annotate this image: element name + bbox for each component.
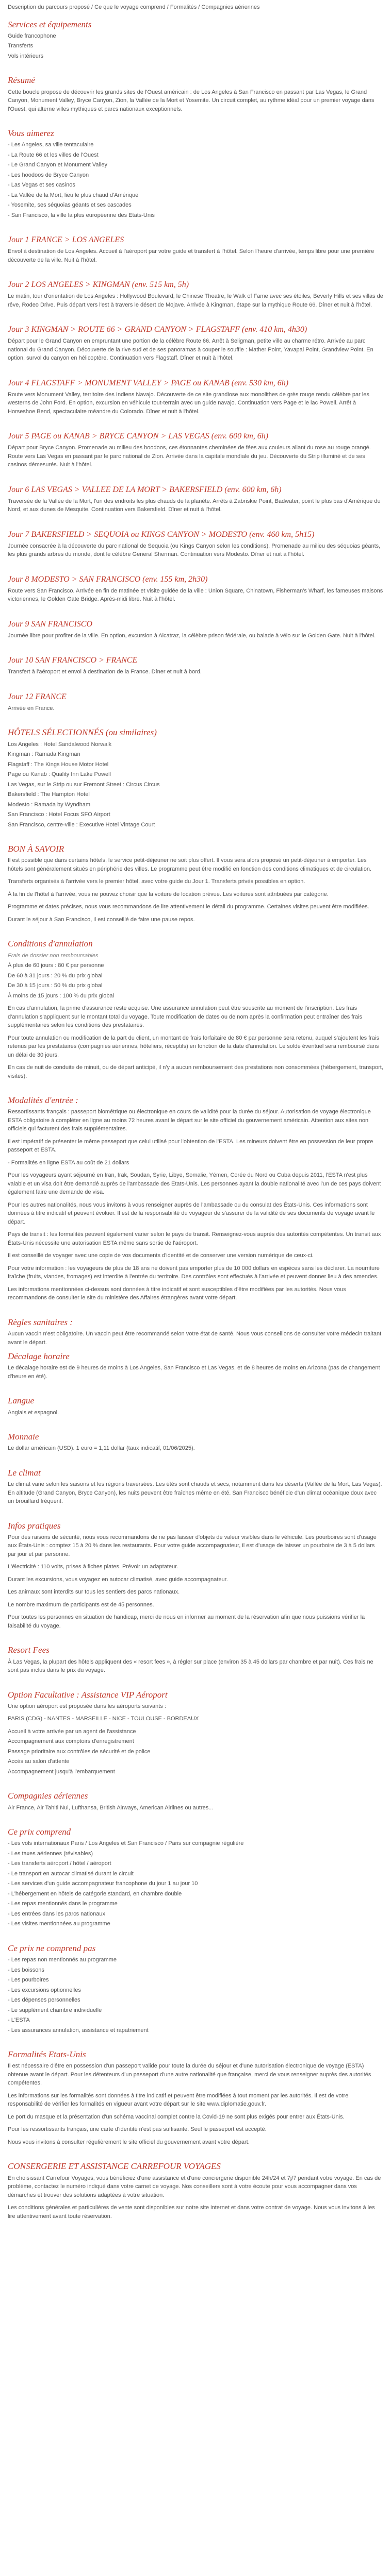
infos-pratiques-title: Infos pratiques xyxy=(8,1520,61,1531)
list-item: - Les repas non mentionnés au programme xyxy=(8,1957,117,1963)
option-facultative-text: PARIS (CDG) - NANTES - MARSEILLE - NICE - TOULOUSE - BORDEAUX xyxy=(8,1716,199,1722)
list-item: Kingman : Ramada Kingman xyxy=(8,751,80,757)
bon-a-savoir-section xyxy=(8,843,383,924)
vous-aimerez-section xyxy=(8,128,383,219)
infos-pratiques-text: Les animaux sont interdits sur tous les sentiers des parcs nationaux. xyxy=(8,1589,180,1596)
list-item: - San Francisco, la ville la plus européenne des Etats-Unis xyxy=(8,212,155,218)
day-text: Départ pour le Grand Canyon en empruntant une portion de la célèbre Route 66. Arrêt à Seligman, petite ville au charme rétro. Arrivée au parc national du Grand Canyon. Découverte de la rive sud et de ses panoramas à couper le souffle : Mather Point, Yavapai Point, Grandview Point. En option, survol du canyon en hélicoptère. Continuation vers Flagstaff. Dîner et nuit à l'hôtel. xyxy=(8,338,373,362)
infos-pratiques-text: Pour toutes les personnes en situation de handicap, merci de nous en informer au moment de la réservation afin que nous puissions vérifier la faisabilité du voyage. xyxy=(8,1614,365,1629)
formalites-text: Nous vous invitons à consulter régulièrement le site officiel du gouvernement avant votre départ. xyxy=(8,2139,250,2145)
day-10 xyxy=(8,654,383,676)
list-item: Vols intérieurs xyxy=(8,53,44,59)
day-title: Jour 5 PAGE ou KANAB > BRYCE CANYON > LAS VEGAS (env. 600 km, 6h) xyxy=(8,432,269,441)
day-title: Jour 1 FRANCE > LOS ANGELES xyxy=(8,235,124,245)
resume-section xyxy=(8,75,383,113)
list-item: - Le Grand Canyon et Monument Valley xyxy=(8,162,108,168)
bon-a-savoir-text: Programme et dates précises, nous vous recommandons de lire attentivement le détail du programme. Certaines visites peuvent être modifiées. xyxy=(8,904,369,910)
modalites-text: Les informations mentionnées ci-dessus sont données à titre indicatif et sont susceptibles d'être modifiées par les autorités. Nous vous recommandons de consulter le site du ministère des Affaires étrangères avant votre départ. xyxy=(8,1286,346,1301)
list-item: - Les transferts aéroport / hôtel / aéroport xyxy=(8,1860,111,1867)
monnaie-text: Le dollar américain (USD). 1 euro = 1,11 dollar (taux indicatif, 01/06/2025). xyxy=(8,1445,195,1452)
comprend-section xyxy=(8,1826,383,1928)
list-item: Flagstaff : The Kings House Motor Hotel xyxy=(8,761,109,768)
regles-sanitaires-text: Aucun vaccin n'est obligatoire. Un vaccin peut être recommandé selon votre état de santé. Nous vous conseillons de consulter votre médecin traitant avant le départ. xyxy=(8,1331,382,1346)
day-4 xyxy=(8,377,383,416)
list-item: Modesto : Ramada by Wyndham xyxy=(8,801,91,808)
infos-pratiques-text: L'électricité : 110 volts, prises à fiches plates. Prévoir un adaptateur. xyxy=(8,1564,178,1570)
ne-comprend-pas-title: Ce prix ne comprend pas xyxy=(8,1943,96,1953)
infos-pratiques-text: Durant les excursions, vous voyagez en autocar climatisé, avec guide accompagnateur. xyxy=(8,1576,228,1583)
assurance-section xyxy=(8,2161,383,2221)
vous-aimerez-list xyxy=(8,141,383,219)
decalage-horaire-text: Le décalage horaire est de 9 heures de moins à Los Angeles, San Francisco et Las Vegas, et de 8 heures de moins en Arizona (pas de changement d'heure en été). xyxy=(8,1365,380,1380)
list-item: À plus de 60 jours : 80 € par personne xyxy=(8,962,104,969)
list-item: - Les Angeles, sa ville tentaculaire xyxy=(8,142,94,148)
list-item: - Les dépenses personnelles xyxy=(8,1997,80,2003)
day-title: Jour 2 LOS ANGELES > KINGMAN (env. 515 km, 5h) xyxy=(8,280,189,290)
infos-pratiques-section xyxy=(8,1520,383,1631)
day-title: Jour 6 LAS VEGAS > VALLEE DE LA MORT > BAKERSFIELD (env. 600 km, 6h) xyxy=(8,485,282,494)
list-item: À moins de 15 jours : 100 % du prix global xyxy=(8,992,115,999)
list-item: - Les taxes aériennes (révisables) xyxy=(8,1850,93,1857)
services-section xyxy=(8,19,383,61)
list-item: Accès au salon d'attente xyxy=(8,1758,70,1765)
modalites-text: Il est conseillé de voyager avec une copie de vos documents d'identité et de conserver une version numérique de ceux-ci. xyxy=(8,1252,314,1259)
day-6 xyxy=(8,484,383,514)
resort-fees-section xyxy=(8,1645,383,1674)
modalites-text: Ressortissants français : passeport biométrique ou électronique en cours de validité pour la durée du séjour. Autorisation de voyage électronique ESTA obligatoire à compléter en ligne au moins 72 heures avant le départ sur le site officiel du gouvernement américain. Attention aux sites non officiels qui facturent des frais supplémentaires. xyxy=(8,1109,371,1132)
formalites-text: Il est nécessaire d'être en possession d'un passeport valide pour toute la durée du séjour et d'une autorisation électronique de voyage (ESTA) obtenue avant le départ. Pour les détenteurs d'un passeport d'une autre nationalité que française, merci de vous renseigner auprès des autorités compétentes. xyxy=(8,2063,371,2087)
day-2 xyxy=(8,279,383,309)
conditions-text: En cas de nuit de conduite de minuit, ou de départ anticipé, il n'y a aucun remboursement des prestations non consommées (hébergement, transport, visites). xyxy=(8,1064,383,1079)
day-text: Le matin, tour d'orientation de Los Angeles : Hollywood Boulevard, le Chinese Theatre, le Walk of Fame avec ses étoiles, Beverly Hills et ses villas de rêve, Rodeo Drive. Puis départ vers l'est à travers le désert de Mojave. Arrivée à Kingman, étape sur la mythique Route 66. Dîner et nuit à l'hôtel. xyxy=(8,293,383,308)
list-item: San Francisco, centre-ville : Executive Hotel Vintage Court xyxy=(8,821,155,828)
option-facultative-title: Option Facultative : Assistance VIP Aéroport xyxy=(8,1689,168,1700)
vous-aimerez-title: Vous aimerez xyxy=(8,128,54,138)
list-item: - Las Vegas et ses casinos xyxy=(8,182,75,189)
resume-title: Résumé xyxy=(8,75,35,86)
modalites-title: Modalités d'entrée : xyxy=(8,1095,78,1105)
hotels-title: HÔTELS SÉLECTIONNÉS (ou similaires) xyxy=(8,727,157,738)
day-text: Journée consacrée à la découverte du parc national de Sequoia (ou Kings Canyon selon les conditions). Promenade au milieu des séquoias géants, les plus grands arbres du monde, dont le célèbre General Sherman. Continuation vers Modesto. Dîner et nuit à l'hôtel. xyxy=(8,543,381,558)
bon-a-savoir-text: Transferts organisés à l'arrivée vers le premier hôtel, avec votre guide du Jour 1. Transferts privés possibles en option. xyxy=(8,878,305,885)
compagnies-text: Air France, Air Tahiti Nui, Lufthansa, British Airways, American Airlines ou autres... xyxy=(8,1804,214,1811)
conditions-text: Pour toute annulation ou modification de la part du client, un montant de frais forfaitaire de 80 € par personne sera retenu, auquel s'ajoutent les frais retenus par les prestataires (compagnies aériennes, hôteliers, réceptifs) en fonction de la date d'annulation. Le solde éventuel sera remboursé dans un délai de 30 jours. xyxy=(8,1035,379,1058)
list-item: - Les visites mentionnées au programme xyxy=(8,1921,110,1927)
resume-text: Cette boucle propose de découvrir les grands sites de l'Ouest américain : de Los Angeles à San Francisco en passant par Las Vegas, le Grand Canyon, Monument Valley, Bryce Canyon, Zion, la Vallée de la Mort et Yosemite. Un circuit complet, au rythme idéal pour un premier voyage dans l'Ouest, qui alterne villes mythiques et parcs nationaux exceptionnels. xyxy=(8,89,374,112)
list-item: - Les repas mentionnés dans le programme xyxy=(8,1901,118,1907)
list-item: - Le transport en autocar climatisé durant le circuit xyxy=(8,1870,134,1877)
day-text: Journée libre pour profiter de la ville. En option, excursion à Alcatraz, la célèbre prison fédérale, ou balade à vélo sur le Golden Gate. Nuit à l'hôtel. xyxy=(8,632,376,639)
day-5 xyxy=(8,430,383,469)
option-facultative-sub: Une option aéroport est proposée dans les aéroports suivants : xyxy=(8,1703,166,1709)
formalites-text: Les informations sur les formalités sont données à titre indicatif et peuvent être modifiées à tout moment par les autorités. Il est de votre responsabilité de vérifier les formalités en vigueur avant votre départ sur le site www.diplomatie.gouv.fr. xyxy=(8,2092,349,2108)
list-item: - Les vols internationaux Paris / Los Angeles et San Francisco / Paris sur compagnie régulière xyxy=(8,1840,244,1847)
climat-title: Le climat xyxy=(8,1467,41,1478)
langue-title: Langue xyxy=(8,1396,34,1406)
list-item: - Les entrées dans les parcs nationaux xyxy=(8,1910,105,1917)
regles-sanitaires-title: Règles sanitaires : xyxy=(8,1317,73,1327)
day-text: Route vers San Francisco. Arrivée en fin de matinée et visite guidée de la ville : Union Square, Chinatown, Fisherman's Wharf, les fameuses maisons victoriennes, le Golden Gate Bridge. Après-midi libre. Nuit à l'hôtel. xyxy=(8,587,383,603)
list-item: Los Angeles : Hotel Sandalwood Norwalk xyxy=(8,741,112,748)
comprend-title: Ce prix comprend xyxy=(8,1827,71,1837)
intro-text: Description du parcours proposé / Ce que le voyage comprend / Formalités / Compagnies aériennes xyxy=(8,4,260,10)
formalites-title: Formalités Etats-Unis xyxy=(8,2049,86,2059)
hotels-list xyxy=(8,740,383,829)
day-7 xyxy=(8,529,383,559)
hotels-section xyxy=(8,727,383,829)
day-1 xyxy=(8,234,383,264)
list-item: - Yosemite, ses séquoias géants et ses cascades xyxy=(8,202,132,209)
conditions-section xyxy=(8,938,383,1080)
list-item: Page ou Kanab : Quality Inn Lake Powell xyxy=(8,771,111,777)
list-item: Transferts xyxy=(8,43,34,49)
day-text: Arrivée en France. xyxy=(8,705,55,711)
formalites-text: Pour les ressortissants français, une carte d'identité n'est pas suffisante. Seul le passeport est accepté. xyxy=(8,2126,267,2133)
day-title: Jour 4 FLAGSTAFF > MONUMENT VALLEY > PAGE ou KANAB (env. 530 km, 6h) xyxy=(8,378,289,387)
day-12 xyxy=(8,691,383,713)
decalage-horaire-title: Décalage horaire xyxy=(8,1351,70,1361)
monnaie-section xyxy=(8,1431,383,1453)
compagnies-title: Compagnies aériennes xyxy=(8,1791,88,1801)
option-facultative-section xyxy=(8,1689,383,1776)
formalites-section xyxy=(8,2049,383,2146)
list-item: - Les boissons xyxy=(8,1967,44,1973)
resort-fees-title: Resort Fees xyxy=(8,1645,50,1655)
assurance-text: En choisissant Carrefour Voyages, vous bénéficiez d'une assistance et d'une conciergerie disponible 24h/24 et 7j/7 pendant votre voyage. En cas de problème, contactez le numéro indiqué dans votre carnet de voyage. Nos conseillers sont à votre écoute pour vous accompagner dans vos démarches et trouver des solutions adaptées à votre situation. xyxy=(8,2175,381,2198)
list-item: - Les assurances annulation, assistance et rapatriement xyxy=(8,2027,149,2033)
day-title: Jour 3 KINGMAN > ROUTE 66 > GRAND CANYON > FLAGSTAFF (env. 410 km, 4h30) xyxy=(8,325,307,334)
services-list xyxy=(8,32,383,61)
day-text: Route vers Monument Valley, territoire des Indiens Navajo. Découverte de ce site grandiose aux monolithes de grès rouge rendu célèbre par les westerns de John Ford. En option, excursion en véhicule tout-terrain avec un guide navajo. Continuation vers Page et le lac Powell. Arrêt à Horseshoe Bend, spectaculaire méandre du Colorado. Dîner et nuit à l'hôtel. xyxy=(8,391,369,415)
day-8 xyxy=(8,573,383,604)
day-9 xyxy=(8,618,383,640)
list-item: Accueil à votre arrivée par un agent de l'assistance xyxy=(8,1728,136,1735)
assurance-text: Les conditions générales et particulières de vente sont disponibles sur notre site internet et dans votre contrat de voyage. Nous vous invitons à les lire attentivement avant toute réservation. xyxy=(8,2205,375,2219)
bon-a-savoir-text: À la fin de l'hôtel à l'arrivée, vous ne pouvez choisir que la voiture de location prévue. Les voitures sont attribuées par catégorie. xyxy=(8,891,329,897)
bon-a-savoir-text: Il est possible que dans certains hôtels, le service petit-déjeuner ne soit plus offert. Il vous sera alors proposé un petit-déjeuner à emporter. Les hôtels sont généralement situés en périphérie des villes. Le programme peut être modifié en fonction des conditions climatiques et de circulation. xyxy=(8,857,372,872)
compagnies-section xyxy=(8,1790,383,1812)
modalites-text: - Formalités en ligne ESTA au coût de 21 dollars xyxy=(8,1159,129,1166)
day-text: Traversée de la Vallée de la Mort, l'un des endroits les plus chauds de la planète. Arrêts à Zabriskie Point, Badwater, point le plus bas d'Amérique du Nord, et aux dunes de Mesquite. Continuation vers Bakersfield. Dîner et nuit à l'hôtel. xyxy=(8,498,381,513)
option-facultative-list xyxy=(8,1727,383,1776)
list-item: - Les hoodoos de Bryce Canyon xyxy=(8,172,89,178)
monnaie-title: Monnaie xyxy=(8,1432,39,1442)
langue-text: Anglais et espagnol. xyxy=(8,1409,59,1416)
conditions-sub: Frais de dossier non remboursables xyxy=(8,952,99,959)
list-item: Guide francophone xyxy=(8,32,56,39)
infos-pratiques-text: Le nombre maximum de participants est de 45 personnes. xyxy=(8,1601,154,1608)
climat-section xyxy=(8,1467,383,1506)
services-title: Services et équipements xyxy=(8,19,92,29)
conditions-list xyxy=(8,961,383,1000)
climat-text: Le climat varie selon les saisons et les régions traversées. Les étés sont chauds et secs, notamment dans les déserts (Vallée de la Mort, Las Vegas). En altitude (Grand Canyon, Bryce Canyon), les nuits peuvent être fraîches même en été. San Francisco bénéficie d'un climat océanique doux avec un brouillard fréquent. xyxy=(8,1481,382,1504)
modalites-text: Pour les autres nationalités, nous vous invitons à vous renseigner auprès de l'ambassade ou du consulat des États-Unis. Ces informations sont données à titre indicatif et peuvent évoluer. Il est de la responsabilité du voyageur de s'assurer de la validité de ses documents de voyage avant le départ. xyxy=(8,1201,375,1225)
list-item: - La Route 66 et les villes de l'Ouest xyxy=(8,151,99,158)
day-title: Jour 9 SAN FRANCISCO xyxy=(8,619,92,629)
list-item: - Les excursions optionnelles xyxy=(8,1987,81,1993)
conditions-text: En cas d'annulation, la prime d'assurance reste acquise. Une assurance annulation peut être souscrite au moment de l'inscription. Les frais d'annulation s'appliquent sur le montant total du voyage. Toute modification de dates ou de nom après la confirmation peut entraîner des frais supplémentaires selon les conditions des prestataires. xyxy=(8,1005,363,1028)
assurance-title: CONSERGERIE ET ASSISTANCE CARREFOUR VOYAGES xyxy=(8,2161,221,2172)
infos-pratiques-text: Pour des raisons de sécurité, nous vous recommandons de ne pas laisser d'objets de valeur visibles dans le véhicule. Les pourboires sont d'usage aux États-Unis : comptez 15 à 20 % dans les restaurants. Pour votre guide accompagnateur, il est d'usage de laisser un pourboire de 3 à 5 dollars par jour et par personne. xyxy=(8,1534,377,1557)
day-3 xyxy=(8,324,383,363)
day-title: Jour 10 SAN FRANCISCO > FRANCE xyxy=(8,656,138,665)
bon-a-savoir-title: BON À SAVOIR xyxy=(8,844,64,854)
day-title: Jour 12 FRANCE xyxy=(8,692,67,701)
day-title: Jour 8 MODESTO > SAN FRANCISCO (env. 155 km, 2h30) xyxy=(8,574,208,584)
list-item: Passage prioritaire aux contrôles de sécurité et de police xyxy=(8,1748,151,1755)
list-item: - L'hébergement en hôtels de catégorie standard, en chambre double xyxy=(8,1890,182,1897)
list-item: - L'ESTA xyxy=(8,2017,30,2023)
formalites-text: Le port du masque et la présentation d'un schéma vaccinal complet contre la Covid-19 ne sont plus exigés pour entrer aux États-Unis. xyxy=(8,2113,345,2120)
modalites-text: Pour votre information : les voyageurs de plus de 18 ans ne doivent pas emporter plus de 10 000 dollars en espèces sans les déclarer. La nourriture fraîche (fruits, viandes, fromages) est interdite à l'entrée du territoire. Des contrôles sont effectués à l'arrivée et peuvent donner lieu à des amendes. xyxy=(8,1265,380,1280)
modalites-text: Pays de transit : les formalités peuvent également varier selon le pays de transit. Renseignez-vous auprès des autorités compétentes. Un transit aux États-Unis nécessite une autorisation ESTA même sans sortie de l'aéroport. xyxy=(8,1231,381,1246)
modalites-text: Il est impératif de présenter le même passeport que celui utilisé pour l'obtention de l'ESTA. Les mineurs doivent être en possession de leur propre passeport et ESTA. xyxy=(8,1138,373,1154)
modalites-text: Pour les voyageurs ayant séjourné en Iran, Irak, Soudan, Syrie, Libye, Somalie, Yémen, Corée du Nord ou Cuba depuis 2011, l'ESTA n'est plus valable et un visa doit être demandé auprès de l'ambassade des Etats-Unis. Les personnes ayant la double nationalité avec l'un de ces pays doivent également faire une demande de visa. xyxy=(8,1172,381,1196)
list-item: - Le supplément chambre individuelle xyxy=(8,2007,102,2013)
regles-sanitaires-section xyxy=(8,1317,383,1381)
bon-a-savoir-text: Durant le séjour à San Francisco, il est conseillé de faire une pause repos. xyxy=(8,916,195,923)
day-title: Jour 7 BAKERSFIELD > SEQUOIA ou KINGS CANYON > MODESTO (env. 460 km, 5h15) xyxy=(8,530,315,539)
day-text: Départ pour Bryce Canyon. Promenade au milieu des hoodoos, ces étonnantes cheminées de fées aux couleurs allant du rose au rouge orangé. Route vers Las Vegas en passant par le parc national de Zion. Arrivée dans la capitale mondiale du jeu. Découverte du Strip illuminé et de ses casinos démesurés. Nuit à l'hôtel. xyxy=(8,445,371,468)
list-item: San Francisco : Hotel Focus SFO Airport xyxy=(8,811,110,818)
list-item: De 30 à 15 jours : 50 % du prix global xyxy=(8,982,103,989)
list-item: - Les services d'un guide accompagnateur francophone du jour 1 au jour 10 xyxy=(8,1880,198,1887)
modalites-section xyxy=(8,1095,383,1302)
ne-comprend-pas-section xyxy=(8,1943,383,2035)
day-text: Envol à destination de Los Angeles. Accueil à l'aéroport par votre guide et transfert à l'hôtel. Selon l'heure d'arrivée, temps libre pour une première découverte de la ville. Nuit à l'hôtel. xyxy=(8,248,374,263)
list-item: Accompagnement aux comptoirs d'enregistrement xyxy=(8,1738,134,1745)
langue-section xyxy=(8,1395,383,1417)
conditions-title: Conditions d'annulation xyxy=(8,939,93,949)
list-item: Las Vegas, sur le Strip ou sur Fremont Street : Circus Circus xyxy=(8,781,160,788)
list-item: Bakersfield : The Hampton Hotel xyxy=(8,791,90,798)
ne-comprend-pas-list xyxy=(8,1956,383,2035)
list-item: Accompagnement jusqu'à l'embarquement xyxy=(8,1768,115,1775)
resort-fees-text: À Las Vegas, la plupart des hôtels appliquent des « resort fees », à régler sur place (environ 35 à 45 dollars par chambre et par nuit). Ces frais ne sont pas inclus dans le prix du voyage. xyxy=(8,1658,373,1673)
day-text: Transfert à l'aéroport et envol à destination de la France. Dîner et nuit à bord. xyxy=(8,669,202,675)
list-item: De 60 à 31 jours : 20 % du prix global xyxy=(8,972,103,979)
list-item: - La Vallée de la Mort, lieu le plus chaud d'Amérique xyxy=(8,192,139,198)
comprend-list xyxy=(8,1839,383,1928)
list-item: - Les pourboires xyxy=(8,1977,49,1983)
